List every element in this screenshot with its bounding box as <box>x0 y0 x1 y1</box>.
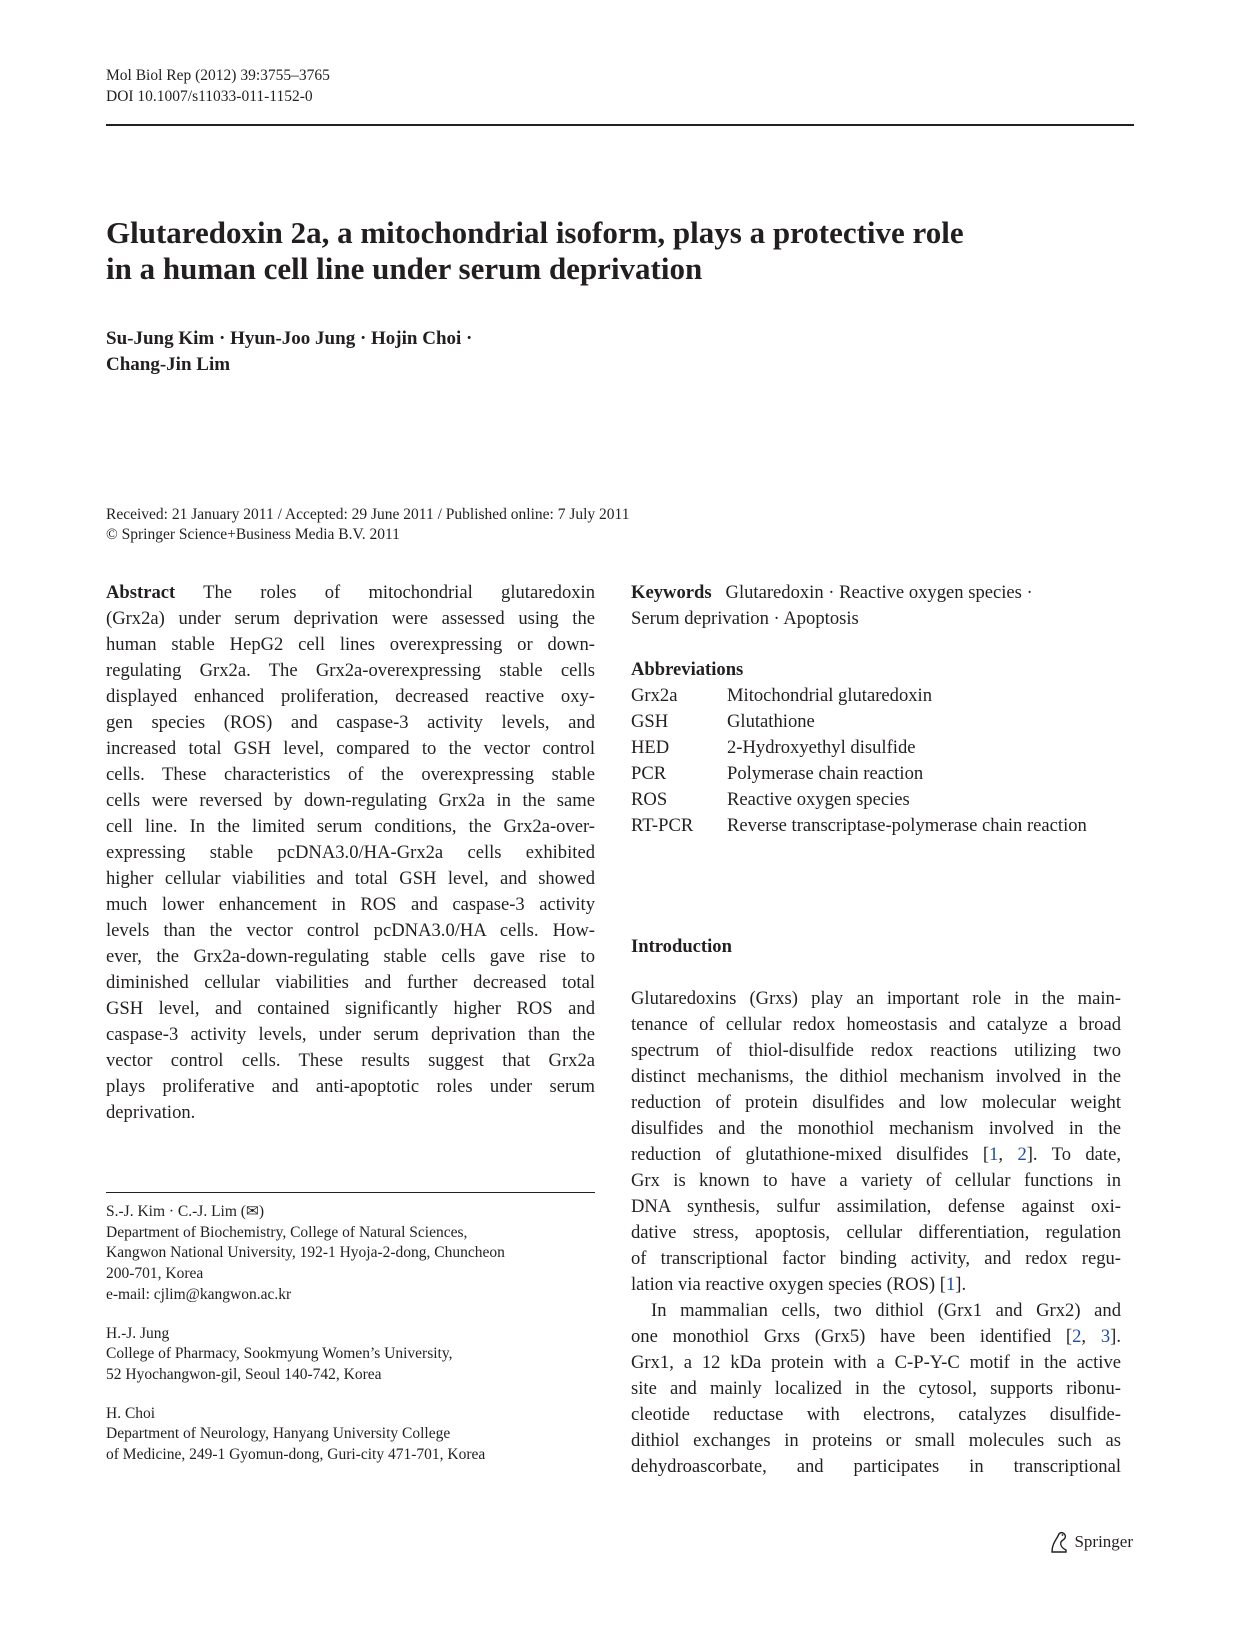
keywords-heading: Keywords <box>631 582 712 603</box>
abbreviation-key: HED <box>631 737 670 758</box>
intro-line: dehydroascorbate, and participates in transcriptional <box>631 1456 1121 1477</box>
abstract-line: cell line. In the limited serum conditions, the Grx2a-over- <box>106 816 595 837</box>
publisher-name: Springer <box>1074 1532 1133 1551</box>
affiliation-names: S.-J. Kim · C.-J. Lim (✉) <box>106 1203 265 1220</box>
article-title <box>106 215 1106 287</box>
abbreviation-value: 2-Hydroxyethyl disulfide <box>727 737 916 758</box>
abbreviation-value: Glutathione <box>727 711 815 732</box>
keywords-section <box>631 580 1121 632</box>
journal-doi: DOI 10.1007/s11033-011-1152-0 <box>106 88 313 105</box>
abbreviation-value: Polymerase chain reaction <box>727 763 924 784</box>
springer-horse-icon <box>1048 1530 1070 1554</box>
abbreviation-key: GSH <box>631 711 669 732</box>
intro-line: site and mainly localized in the cytosol, supports ribonu- <box>631 1378 1121 1399</box>
intro-line: In mammalian cells, two dithiol (Grx1 and Grx2) and <box>651 1300 1121 1321</box>
intro-line: disulfides and the monothiol mechanism involved in the <box>631 1118 1121 1139</box>
footnote-rule <box>106 1192 595 1193</box>
abstract-line: caspase-3 activity levels, under serum deprivation than the <box>106 1024 595 1045</box>
keywords-line: Serum deprivation · Apoptosis <box>631 608 859 629</box>
abstract-line: levels than the vector control pcDNA3.0/HA cells. How- <box>106 920 595 941</box>
affiliations <box>106 1202 595 1466</box>
abstract-line: deprivation. <box>106 1102 196 1123</box>
author-list <box>106 326 706 378</box>
intro-line: tenance of cellular redox homeostasis and catalyze a broad <box>631 1014 1121 1035</box>
citation-link[interactable]: 2 <box>1017 1144 1027 1165</box>
abstract-line: much lower enhancement in ROS and caspase-3 activity <box>106 894 595 915</box>
citation-link[interactable]: 2 <box>1072 1326 1082 1347</box>
abbreviation-row <box>631 761 1121 787</box>
intro-line: Grx is known to have a variety of cellular functions in <box>631 1170 1121 1191</box>
intro-line: DNA synthesis, sulfur assimilation, defense against oxi- <box>631 1196 1121 1217</box>
intro-line: distinct mechanisms, the dithiol mechanism involved in the <box>631 1066 1121 1087</box>
abstract-line: increased total GSH level, compared to the vector control <box>106 738 595 759</box>
affiliation-line: Department of Neurology, Hanyang University College <box>106 1425 451 1443</box>
affiliation-line: Kangwon National University, 192-1 Hyoja-2-dong, Chuncheon <box>106 1244 505 1262</box>
abbreviations-section <box>631 657 1121 839</box>
intro-line: dithiol exchanges in proteins or small molecules such as <box>631 1430 1121 1451</box>
affiliation-line: 52 Hyochangwon-gil, Seoul 140-742, Korea <box>106 1365 382 1383</box>
keywords-line: Keywords Glutaredoxin · Reactive oxygen species · <box>631 582 1033 603</box>
title-line-2: in a human cell line under serum deprivation <box>106 251 703 286</box>
intro-line: dative stress, apoptosis, cellular differentiation, regulation <box>631 1222 1121 1243</box>
citation-link[interactable]: 3 <box>1100 1326 1111 1347</box>
abbreviation-row <box>631 735 1121 761</box>
intro-line: Glutaredoxins (Grxs) play an important role in the main- <box>631 988 1121 1009</box>
abstract-line: ever, the Grx2a-down-regulating stable cells gave rise to <box>106 946 595 967</box>
abstract-line: human stable HepG2 cell lines overexpressing or down- <box>106 634 595 655</box>
abstract-line: gen species (ROS) and caspase-3 activity levels, and <box>106 712 595 733</box>
authors-line-1: Su-Jung Kim · Hyun-Joo Jung · Hojin Choi · <box>106 328 473 349</box>
abstract-line: displayed enhanced proliferation, decreased reactive oxy- <box>106 686 595 707</box>
abstract-line: regulating Grx2a. The Grx2a-overexpressing stable cells <box>106 660 595 681</box>
introduction-heading: Introduction <box>631 936 732 957</box>
abstract-line: cells were reversed by down-regulating Grx2a in the same <box>106 790 595 811</box>
affiliation-line: of Medicine, 249-1 Gyomun-dong, Guri-city 471-701, Korea <box>106 1446 486 1464</box>
publication-history <box>106 505 1006 545</box>
abstract-line: expressing stable pcDNA3.0/HA-Grx2a cells exhibited <box>106 842 595 863</box>
affiliation-line: Department of Biochemistry, College of Natural Sciences, <box>106 1223 468 1241</box>
introduction-body <box>631 986 1121 1480</box>
abbreviation-key: Grx2a <box>631 685 678 706</box>
abstract-line: cells. These characteristics of the overexpressing stable <box>106 764 595 785</box>
abstract-line: GSH level, and contained significantly higher ROS and <box>106 998 595 1019</box>
abstract-heading: Abstract <box>106 582 176 603</box>
abstract-line: (Grx2a) under serum deprivation were assessed using the <box>106 608 595 629</box>
abbreviation-value: Reverse transcriptase-polymerase chain reaction <box>727 815 1087 836</box>
abbreviation-value: Mitochondrial glutaredoxin <box>727 685 933 706</box>
affiliation-names: H.-J. Jung <box>106 1324 170 1342</box>
abbreviation-key: RT-PCR <box>631 815 694 836</box>
citation-link[interactable]: 1 <box>989 1144 999 1165</box>
citation-link[interactable]: 1 <box>945 1274 956 1295</box>
intro-line: of transcriptional factor binding activity, and redox regu- <box>631 1248 1121 1269</box>
header-rule <box>106 124 1134 126</box>
intro-line: spectrum of thiol-disulfide redox reactions utilizing two <box>631 1040 1121 1061</box>
abstract-line: vector control cells. These results suggest that Grx2a <box>106 1050 595 1071</box>
intro-line: one monothiol Grxs (Grx5) have been identified [2, 3]. <box>631 1326 1121 1347</box>
abstract-line: diminished cellular viabilities and further decreased total <box>106 972 595 993</box>
abstract-line: plays proliferative and anti-apoptotic roles under serum <box>106 1076 595 1097</box>
email-address[interactable]: e-mail: cjlim@kangwon.ac.kr <box>106 1285 292 1303</box>
intro-line: reduction of protein disulfides and low molecular weight <box>631 1092 1121 1113</box>
intro-line: reduction of glutathione-mixed disulfides [1, 2]. To date, <box>631 1144 1121 1165</box>
title-line-1: Glutaredoxin 2a, a mitochondrial isoform, plays a protective role <box>106 215 964 250</box>
abbreviations-heading: Abbreviations <box>631 659 744 680</box>
abbreviation-key: PCR <box>631 763 667 784</box>
authors-line-2: Chang-Jin Lim <box>106 354 231 375</box>
journal-citation: Mol Biol Rep (2012) 39:3755–3765 <box>106 67 330 84</box>
affiliation-line: 200-701, Korea <box>106 1265 204 1283</box>
abbreviation-value: Reactive oxygen species <box>727 789 910 810</box>
abbreviation-row <box>631 683 1121 709</box>
abbreviation-key: ROS <box>631 789 668 810</box>
abstract-line: Abstract The roles of mitochondrial glutaredoxin <box>106 582 595 603</box>
affiliation-names: H. Choi <box>106 1404 156 1422</box>
intro-line: lation via reactive oxygen species (ROS) [1]. <box>631 1274 967 1295</box>
history-line: Received: 21 January 2011 / Accepted: 29 June 2011 / Published online: 7 July 2011 <box>106 506 630 523</box>
publisher-logo <box>1048 1530 1133 1554</box>
affiliation-line: College of Pharmacy, Sookmyung Women’s University, <box>106 1345 453 1363</box>
abstract-section <box>106 580 595 1126</box>
intro-line: cleotide reductase with electrons, catalyzes disulfide- <box>631 1404 1121 1425</box>
abbreviation-row <box>631 709 1121 735</box>
abstract-line: higher cellular viabilities and total GSH level, and showed <box>106 868 595 889</box>
abbreviation-row <box>631 813 1121 839</box>
copyright-line: © Springer Science+Business Media B.V. 2011 <box>106 526 400 543</box>
abbreviation-row <box>631 787 1121 813</box>
intro-line: Grx1, a 12 kDa protein with a C-P-Y-C motif in the active <box>631 1352 1121 1373</box>
